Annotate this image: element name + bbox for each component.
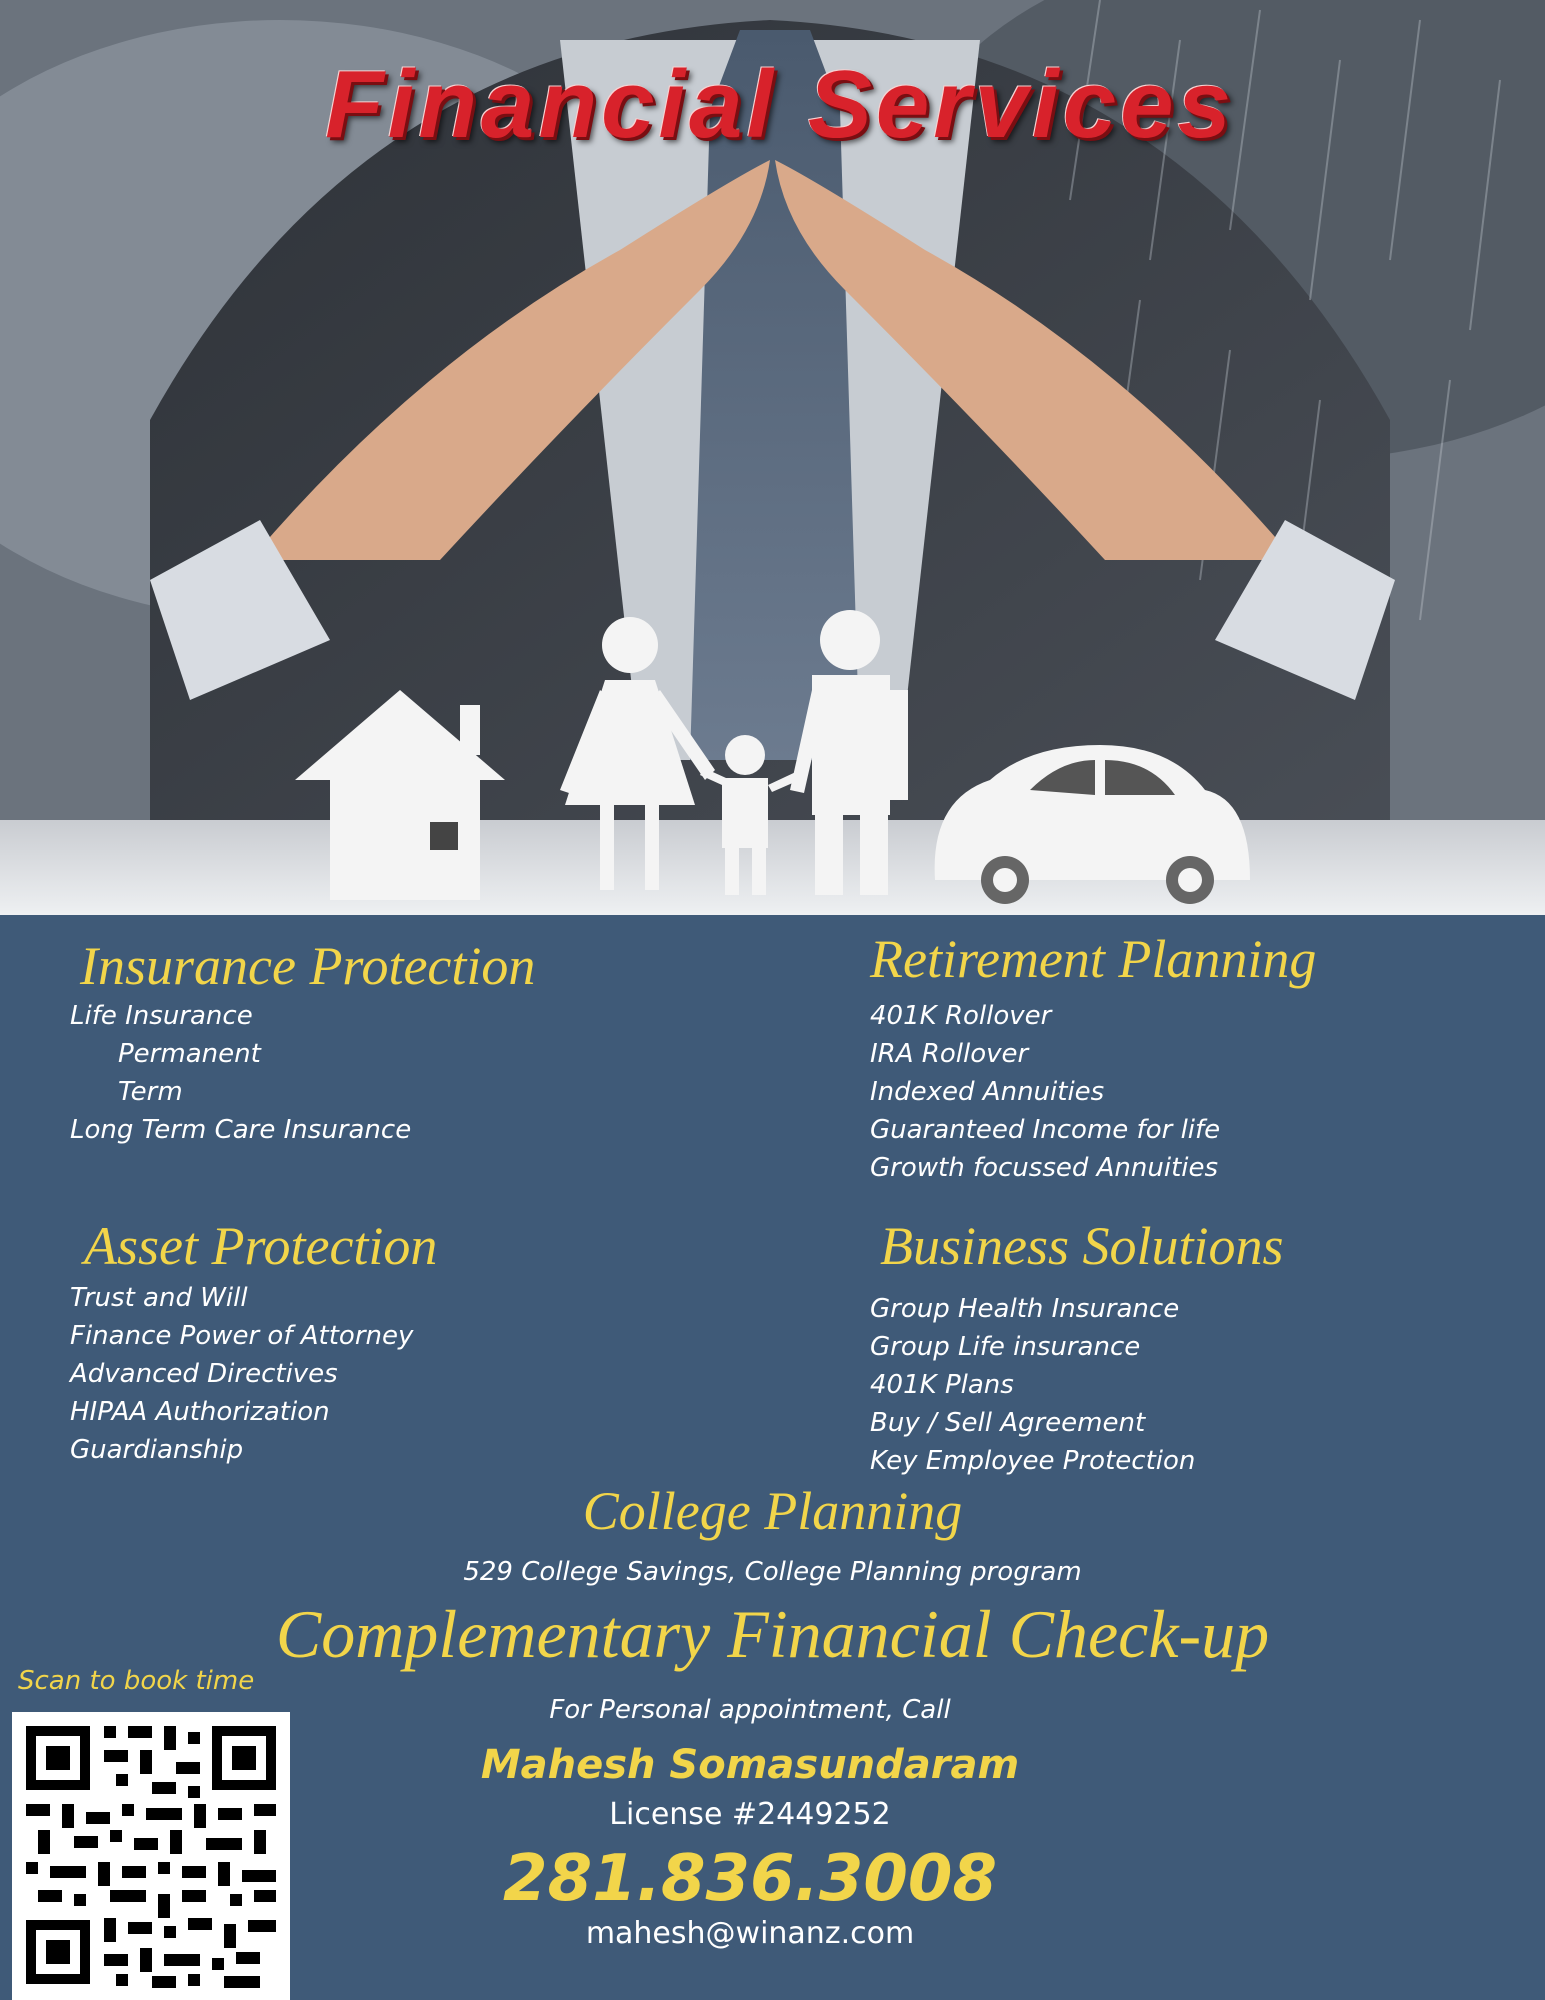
list-item: Finance Power of Attorney	[70, 1321, 414, 1351]
page-title: Financial Services	[325, 51, 1235, 158]
agent-name: Mahesh Somasundaram	[480, 1742, 1020, 1788]
list-item: 401K Rollover	[870, 1001, 1052, 1031]
email-address[interactable]: mahesh@winanz.com	[585, 1916, 915, 1951]
list-item: Group Life insurance	[870, 1332, 1141, 1362]
list-item: Guaranteed Income for life	[870, 1115, 1221, 1145]
list-item: Group Health Insurance	[870, 1294, 1180, 1324]
business-heading: Business Solutions	[880, 1216, 1284, 1276]
list-item: Term	[118, 1077, 183, 1107]
list-item: IRA Rollover	[870, 1039, 1029, 1069]
asset-heading: Asset Protection	[84, 1216, 438, 1276]
qr-code-icon	[12, 1712, 290, 2000]
list-item: 401K Plans	[870, 1370, 1014, 1400]
college-heading: College Planning	[582, 1481, 963, 1541]
list-item: Trust and Will	[70, 1283, 248, 1313]
asset-list	[70, 1279, 413, 1469]
list-item: Advanced Directives	[70, 1359, 338, 1389]
retirement-heading: Retirement Planning	[870, 929, 1317, 989]
insurance-list	[70, 997, 411, 1149]
qr-code[interactable]	[12, 1712, 290, 2000]
business-list	[870, 1290, 1195, 1480]
list-item: Buy / Sell Agreement	[870, 1408, 1146, 1438]
insurance-heading: Insurance Protection	[80, 936, 536, 996]
list-item: Guardianship	[70, 1435, 244, 1465]
qr-caption: Scan to book time	[18, 1666, 255, 1696]
college-subtitle: 529 College Savings, College Planning program	[463, 1557, 1082, 1587]
table-surface	[0, 820, 1545, 915]
retirement-list	[870, 997, 1220, 1187]
list-item: Growth focussed Annuities	[870, 1153, 1219, 1183]
list-item: HIPAA Authorization	[70, 1397, 330, 1427]
list-item: Life Insurance	[70, 1001, 253, 1031]
phone-number[interactable]: 281.836.3008	[503, 1842, 997, 1916]
hero-image	[0, 0, 1545, 915]
list-item: Long Term Care Insurance	[70, 1115, 412, 1145]
list-item: Permanent	[118, 1039, 261, 1069]
checkup-heading: Complementary Financial Check-up	[275, 1596, 1270, 1672]
list-item: Indexed Annuities	[870, 1077, 1105, 1107]
list-item: Key Employee Protection	[870, 1446, 1196, 1476]
license-number: License #2449252	[609, 1797, 891, 1832]
appointment-prompt: For Personal appointment, Call	[549, 1695, 951, 1725]
